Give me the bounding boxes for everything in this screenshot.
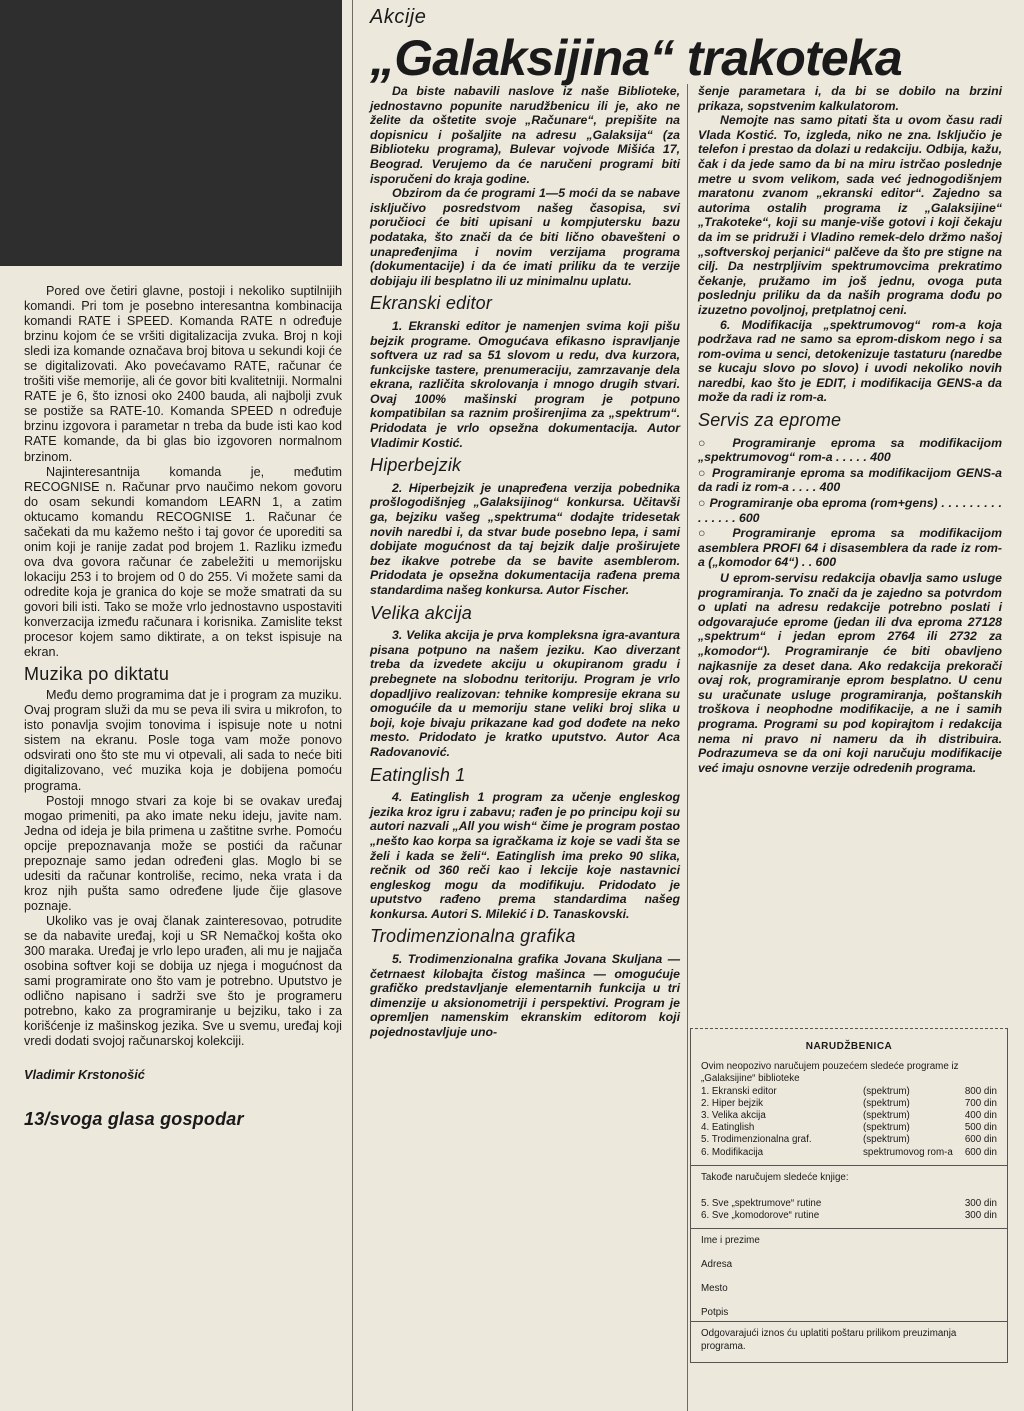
author: Vladimir Krstonošić: [24, 1067, 145, 1083]
section-heading: Eatinglish 1: [370, 764, 466, 785]
order-item[interactable]: 6. Modifikacija spektrumovog rom-a 600 din: [701, 1146, 997, 1158]
price-value: 600: [739, 510, 760, 525]
price-label: Programiranje eproma sa modifikacijom GENS-a da radi iz rom-a: [698, 465, 1003, 495]
price-label: Programiranje eproma sa modifikacijom „spektrumovog“ rom-a: [698, 435, 1003, 465]
divider: [691, 1321, 1007, 1322]
photo-area: [0, 0, 342, 266]
price-item: ○ Programiranje eproma sa modifikacijom GENS-a da radi iz rom-a . . . . 400: [698, 465, 1003, 495]
price-value: 600: [815, 555, 837, 570]
paragraph: 1. Ekranski editor je namenjen svima koji pišu bejzik programe. Omogućava efikasno ispravljanje softvera uz rad sa 51 slovom u redu, dva kurzora, funkcijske tastere, prenumeraciju, zamrzavanje dela ekrana, različita skrolovanja i mnogo drugih stvari. Ovaj 100% mašinski program je potpuno kompatibilan sa raznim proširenjima za „spektrum“. Pridodata je vrlo opsežna dokumentacija. Autor Vladimir Kostić.: [370, 318, 680, 450]
kicker: Akcije: [370, 6, 427, 28]
order-item[interactable]: 5. Trodimenzionalna graf. (spektrum) 600 din: [701, 1134, 997, 1146]
price-value: 400: [819, 480, 841, 495]
order-title: NARUDŽBENICA: [805, 1041, 893, 1052]
column-rule: [687, 84, 688, 1411]
order-intro: Ovim neopozivo naručujem pouzećem sledeće programe iz „Galaksijine“ biblioteke: [701, 1061, 959, 1085]
paragraph: 5. Trodimenzionalna grafika Jovana Skuljana — četrnaest kilobajta čistog mašinca — omogućuje grafičko predstavljanje elementarnih funkcija u tri dimenzije u aksionometriji i perspektivi. Program je opremljen namenskim ekranskim editorom koji pojednostavljuje uno-: [370, 952, 680, 1040]
paragraph: 3. Velika akcija je prva kompleksna igra-avantura pisana potpuno na našem jeziku. Kao diverzant treba da izvedete akciju u okupiranom gradu i prebegnete na slobodnu teritoriju. Program je vrlo dopadljivo realizovan: tehnike kompresije ekrana su omogućile da u memoriju stane veliki broj slika u boji, koje bivaju prikazane kad god dođete na neko mesto. Pridodato je kratko uputstvo. Autor Aca Radovanović.: [370, 628, 680, 759]
paragraph: Među demo programima dat je i program za muziku. Ovaj program služi da mu se peva ili svira u mikrofon, to isto ponavlja svojim tonovima i ispisuje note u notni sistem na ekranu. Posle toga vam može ponovo odsvirati ono što ste mu vi otpevali, ali sada to neće biti digitalizovano, već muzika koja je dobijena pomoću programa.: [24, 688, 342, 793]
paragraph: Pored ove četiri glavne, postoji i nekoliko suptilnijih komandi. Pri tom je posebno interesantna kombinacija komandi RATE i SPEED. Komanda RATE n određuje brzinu kojom će se vršiti digitalizacija zvuka. Broj n koji sledi iza komande označava broj bitova u sekundi koji će se digitalizovati. Ako povećavamo RATE, računar će trošiti više memorije, ali će govor biti kvalitetniji. Normalni RATE je 6, što iznosi oko 2400 bauda, ali najbolji zvuk se postiže sa RATE-10. Komanda SPEED n određuje brzinu izgovora i parametar n treba da bude isti kao kod RATE komande, da bi glas bio izgovoren normalnom brzinom.: [24, 284, 342, 464]
paragraph: Postoji mnogo stvari za koje bi se ovakav uređaj mogao primeniti, pa ako imate neku ideju, javite nam. Jedna od ideja je bila primena u zaštitne svrhe. Pomoću opcije prepoznavanja može se postići da računar prepoznaje samo jedan određeni glas. Moglo bi se udesiti da računar kontroliše, recimo, neka vrata i da kroz njih pušta samo određene ljude čije glasove poznaje.: [24, 793, 342, 913]
price-item: ○ Programiranje oba eproma (rom+gens) . . . . . . . . . . . . . . . 600: [698, 496, 1002, 525]
paragraph: Obzirom da će programi 1—5 moći da se nabave isključivo posredstvom našeg časopisa, svi poručioci će biti upisani u kompjutersku bazu podataka, što znači da će biti lično obavešteni o unapređenjima i novim verzijama programa (dokumentacije) i da će imati priliku da te verzije dobijaju ili besplatno ili uz minimalnu uplatu.: [370, 186, 680, 288]
headline: „Galaksijina“ trakoteka: [370, 30, 902, 86]
paragraph: Najinteresantnija komanda je, međutim RECOGNISE n. Računar prvo naučimo nekom govoru do osam sekundi komandom LEARN 1, a zatim oktucamo komandu RECOGNISE 1. Računar će sačekati da mu kažemo nešto i taj govor će uporediti sa onim koji je ranije zadat pod brojem 1. Razliku između ova dva govora računar će zabeležiti u memorijsku lokaciju 253 i to brojem od 0 do 255. Vi možete sami da odredite koja je granica do koje se može smatrati da su govori bili isti. Tako se može vrlo jednostavno uspostaviti konverzacija između računara i korisnika. Zamislite tekst procesor kojem samo diktirate, a on tekst ispisuje na ekran.: [24, 464, 342, 660]
section-heading: Hiperbejzik: [370, 455, 462, 476]
paragraph: šenje parametara i, da bi se dobilo na brzini prikaza, sopstvenim kalkulatorom.: [698, 84, 1002, 113]
book-item[interactable]: 6. Sve „komodorove“ rutine 300 din: [701, 1210, 997, 1222]
right-column: [698, 84, 1002, 775]
order-item[interactable]: 2. Hiper bejzik (spektrum) 700 din: [701, 1097, 997, 1109]
bullet-icon: ○: [698, 435, 718, 450]
divider: [691, 1165, 1007, 1166]
city-field[interactable]: Mesto: [701, 1283, 728, 1295]
section-heading: Velika akcija: [370, 602, 472, 623]
price-label: Programiranje oba eproma (rom+gens): [709, 496, 938, 511]
bullet-icon: ○: [698, 465, 708, 480]
section-heading: Muzika po diktatu: [24, 664, 170, 685]
order-item[interactable]: 3. Velika akcija (spektrum) 400 din: [701, 1110, 997, 1122]
order-item[interactable]: 4. Eatinglish (spektrum) 500 din: [701, 1122, 997, 1134]
paragraph: Ukoliko vas je ovaj članak zainteresovao, potrudite se da nabavite uređaj, koji u SR Nemačkoj košta oko 300 maraka. Uređaj je vrlo lepo urađen, ali mu je najjača osobina softver koji se dobija uz njega i mogućnost da sami programirate ono što vam je potrebno. Uputstvo je odlično napisano i sadrži sve što je programeru potrebno, kako za programiranje u bejziku, tako i za korišćenje iz mašinskog jezika. Sve u svemu, uređaj koji vredi dodati svojoj računarskoj kolekciji.: [24, 913, 342, 1049]
address-field[interactable]: Adresa: [701, 1259, 733, 1271]
paragraph: U eprom-servisu redakcija obavlja samo usluge programiranja. To znači da je zajedno sa potvrdom o uplati na adresu redakcije potrebno poslati i odgovarajuće eprome (jedan ili dva eproma 27128 „spektrum“ i jedan eprom 2764 ili 2732 za „komodor“). Programiranje će biti obavljeno najkasnije za deset dana. Ako redakcija prekorači ovaj rok, programiranje eprom besplatno. U cenu su uračunate usluge programiranja, poštanskih troškova i neophodne modifikacije, a ne i samih programa. Programi su pod kopirajtom i redakcija nema ni pravo ni nameru da ih distribuira. Podrazumeva se da oni koji naručuju modifikacije već imaju osnovne verzije odredenih programa.: [698, 571, 1002, 775]
section-heading: Servis za eprome: [698, 410, 842, 431]
paragraph: 6. Modifikacija „spektrumovog“ rom-a koja podržava rad ne samo sa eprom-diskom nego i sa rom-ovima u senci, detokenizuje tastaturu (naredbe se kucaju slovo po slovo) i uvodi nekoliko novih naredbi, kao što je EDIT, i modifikacija GENS-a da može da radi iz rom-a.: [698, 317, 1002, 405]
order-note: Odgovarajući iznos ću uplatiti poštaru prilikom preuzimanja programa.: [701, 1328, 957, 1352]
signature-field[interactable]: Potpis: [701, 1307, 729, 1319]
paragraph: Da biste nabavili naslove iz naše Biblioteke, jednostavno popunite narudžbenicu ili je, ako ne želite da oštetite svoje „Računare“, prepišite na dopisnicu i pošaljite na adresu „Galaksija“ (za Biblioteku programa), Bulevar vojvode Mišića 17, Beograd. Verujemo da će naručeni programi biti isporučeni do kraja godine.: [370, 84, 680, 186]
name-field[interactable]: Ime i prezime: [701, 1235, 760, 1247]
book-item[interactable]: 5. Sve „spektrumove“ rutine 300 din: [701, 1198, 997, 1210]
section-heading: Ekranski editor: [370, 293, 493, 314]
paragraph: 2. Hiperbejzik je unapređena verzija pobednika prošlogodišnjeg „Galaksijinog“ konkursa. Učitavši ga, bejziku vašeg „spektruma“ dodajte tridesetak novih naredbi i, da stvar bude posebno lepa, i sami dobijate mogućnost da taj bejzik dalje proširujete bez ikakve potrebe da se bavite asemblerom. Pridodata je opsežna dokumentacija rađena prema standardima našeg konkursa. Autor Fischer.: [370, 480, 680, 597]
order-form: [690, 1028, 1008, 1363]
section-heading: Trodimenzionalna grafika: [370, 926, 576, 947]
paragraph: Nemojte nas samo pitati šta u ovom času radi Vlada Kostić. To, izgleda, niko ne zna. Isključio je telefon i prestao da dolazi u redakciju. Odbija, kažu, čak i da jede samo da bi na miru istrčao poslednje metre u svom velikom, sada već jednogodišnjem maratonu zvanom „ekranski editor“. Zajedno sa autorima ostalih programa iz „Galaksijine“ „Trakoteke“, koji su manje-više gotovi i koji čekaju da im se pridruži i Vladino remek-delo držmo našoj „softverskoj perjanici“ palčeve da što pre stigne na cilj. Da nestrpljivim spektrumovcima prekratimo čekanje, pružamo im još jednu, ovoga puta poslednju priliku da da naših programa dođu po izuzetno povoljnoj, pretplatnoj ceni.: [698, 113, 1002, 317]
bullet-icon: ○: [698, 526, 718, 541]
page-footer: 13/svoga glasa gospodar: [24, 1109, 244, 1130]
left-column: [24, 284, 342, 1130]
middle-column: [370, 84, 680, 1040]
divider: [691, 1228, 1007, 1229]
price-label: Programiranje eproma sa modifikacijom asemblera PROFI 64 i disasemblera da rade iz rom-a („komodor 64“): [698, 526, 1003, 570]
order-item[interactable]: 1. Ekranski editor (spektrum) 800 din: [701, 1085, 997, 1097]
price-value: 400: [870, 450, 891, 465]
paragraph: 4. Eatinglish 1 program za učenje engleskog jezika kroz igru i zabavu; rađen je po principu koji su autori nazvali „All you wish“ čime je program postao „nešto kao korpa sa igračkama iz koje se vadi šta se želi i kada se želi“. Eatinglish ima preko 90 slika, rečnik od 360 reči kao i lekcije koje nastavnici engleskog mogu da modifikuju. Pridodato je uputstvo rađeno prema standardima našeg konkursa. Autori S. Milekić i D. Tanaskovski.: [370, 790, 680, 921]
price-item: ○ Programiranje eproma sa modifikacijom asemblera PROFI 64 i disasemblera da rade iz rom-a („komodor 64“) . . 600: [698, 526, 1003, 570]
column-rule: [352, 0, 353, 1411]
price-item: ○ Programiranje eproma sa modifikacijom „spektrumovog“ rom-a . . . . . 400: [698, 435, 1003, 465]
books-intro: Takođe naručujem sledeće knjige:: [701, 1171, 849, 1183]
bullet-icon: ○: [698, 496, 706, 511]
